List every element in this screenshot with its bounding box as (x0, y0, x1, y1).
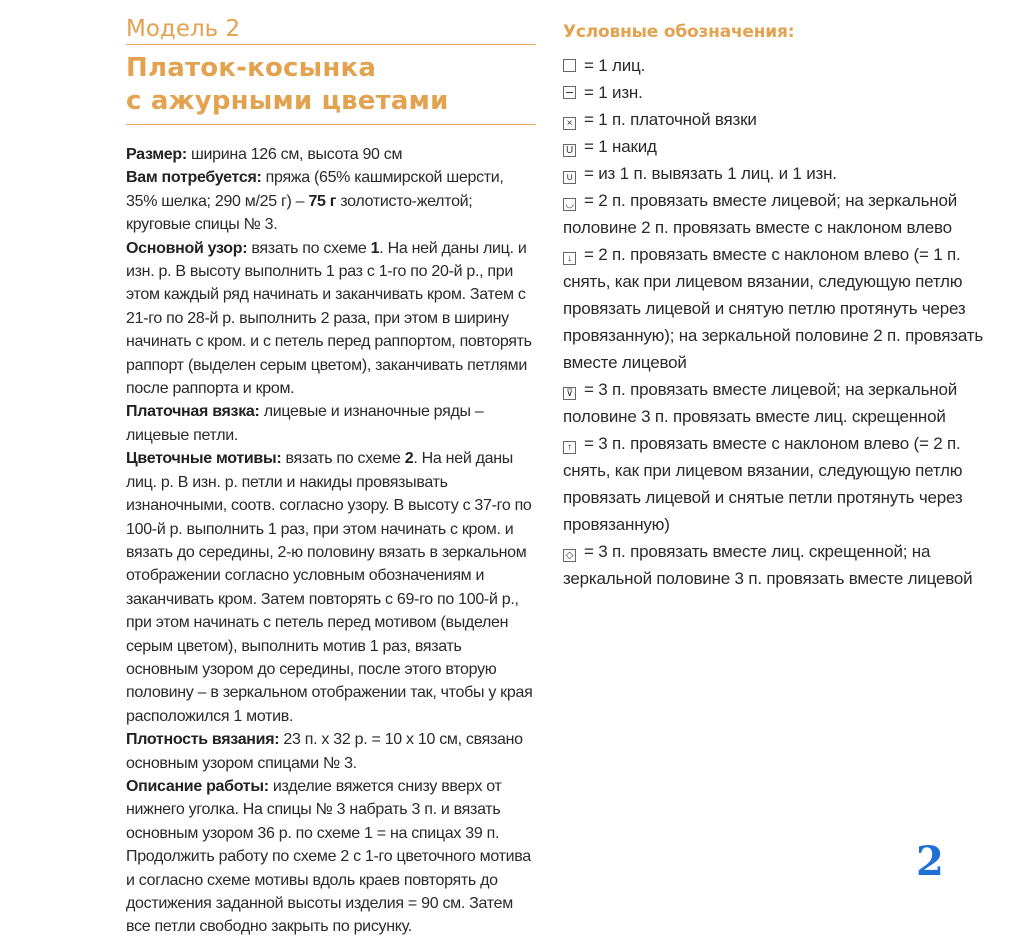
flower-motifs-label: Цветочные мотивы: (126, 450, 282, 468)
increase-symbol-icon: ∪ (563, 171, 576, 184)
materials-text-2: золотисто-желтой; круговые спицы № 3. (126, 192, 473, 234)
left-column (126, 14, 536, 939)
flower-motifs-paragraph (126, 447, 536, 728)
gauge-text: 23 п. х 32 р. = 10 х 10 см, связано основным узором спицами № 3. (126, 731, 523, 772)
yarn-over-symbol-icon: U (563, 144, 576, 157)
k3tog-tbl-symbol-icon: ◇ (563, 549, 576, 562)
title-line-1: Платок-косынка (126, 53, 377, 83)
k2tog-symbol-icon: ◡ (563, 198, 576, 211)
purl-symbol-icon (563, 86, 576, 99)
legend-text: = 1 лиц. (584, 56, 646, 75)
garter-stitch-paragraph (126, 400, 536, 447)
legend-text: = 3 п. провязать вместе лиц. скрещенной; на зеркальной половине 3 п. провязать вместе лицевой (563, 542, 973, 588)
flower-motifs-text-2: . На ней даны лиц. р. В изн. р. петли и накиды провязывать изнаночными, соотв. согласно узору. В высоту с 37-го по 100-й р. выполнить 1 раз, при этом начинать с кром. и вязать до середины, 2-ю половину вязать в зеркальном отображении согласно условным обозначениям и заканчивать кром. Затем повторять с 69-го по 100-й р., при этом начинать с петель перед мотивом (выделен серым цветом), выполнить мотив 1 раз, вязать основным узором до середины, после этого вторую половину – в зеркальном отображении так, чтобы у края расположился 1 мотив. (126, 450, 533, 725)
materials-label: Вам потребуется: (126, 169, 262, 187)
size-text: ширина 126 см, высота 90 см (186, 146, 403, 163)
title-line-2: с ажурными цветами (126, 86, 449, 116)
gauge-label: Плотность вязания: (126, 731, 280, 749)
main-pattern-scheme-number: 1 (370, 239, 380, 257)
legend-item (563, 376, 983, 430)
legend-text: = 2 п. провязать вместе с наклоном влево (= 1 п. снять, как при лицевом вязании, следующую петлю провязать лицевой и снятую петлю протянуть через провязанную); на зеркальной половине 2 п. провязать вместе лицевой (563, 245, 983, 372)
work-description-label: Описание работы: (126, 777, 269, 795)
k3tog-symbol-icon: ⊽ (563, 387, 576, 400)
legend-text: = 3 п. провязать вместе лицевой; на зеркальной половине 3 п. провязать вместе лиц. скрещенной (563, 380, 958, 426)
flower-motifs-text-1: вязать по схеме (281, 450, 405, 468)
flower-motifs-scheme-number: 2 (404, 450, 414, 468)
gauge-paragraph (126, 728, 536, 775)
work-description-text: изделие вяжется снизу вверх от нижнего уголка. На спицы № 3 набрать 3 п. и вязать основным узором 36 р. по схеме 1 = на спицах 39 п. Продолжить работу по схеме 2 с 1-го цветочного мотива и согласно схеме мотивы вдоль краев повторять до достижения заданной высоты изделия = 90 см. Затем все петли свободно закрыть по рисунку. (126, 777, 531, 936)
main-pattern-text-2: . На ней даны лиц. и изн. р. В высоту выполнить 1 раз с 1-го по 20-й р., при этом каждый ряд начинать и заканчивать кром. Затем с 21-го по 28-й р. выполнить 2 раза, при этом в ширину начинать с кром. и с петель перед раппортом, повторять раппорт (выделен серым цветом), заканчивать петлями после раппорта и кром. (126, 239, 532, 398)
legend-item (563, 79, 983, 106)
instructions (126, 143, 536, 939)
legend-text: = из 1 п. вывязать 1 лиц. и 1 изн. (584, 164, 837, 183)
legend-item (563, 52, 983, 79)
size-label: Размер: (126, 146, 187, 163)
materials-paragraph (126, 166, 536, 236)
legend-item (563, 538, 983, 592)
work-description-paragraph (126, 775, 536, 939)
legend-item (563, 106, 983, 133)
size-paragraph (126, 143, 536, 166)
legend-item (563, 133, 983, 160)
main-pattern-label: Основной узор: (126, 239, 248, 257)
garter-symbol-icon: × (563, 117, 576, 130)
legend-list (563, 52, 983, 592)
model-label: Модель 2 (126, 14, 536, 45)
main-pattern-text-1: вязать по схеме (247, 239, 371, 257)
legend-item (563, 160, 983, 187)
legend-item (563, 187, 983, 241)
legend-text: = 3 п. провязать вместе с наклоном влево (= 2 п. снять, как при лицевом вязании, следующую петлю провязать лицевой и снятые петли протянуть через провязанную) (563, 434, 963, 534)
garter-stitch-text: лицевые и изнаночные ряды – лицевые петли. (126, 403, 484, 444)
ssk-symbol-icon: ↓ (563, 252, 576, 265)
materials-text-1: пряжа (65% кашмирской шерсти, 35% шелка; 290 м/25 г) – (126, 169, 504, 210)
legend-item (563, 241, 983, 376)
page-number: 2 (916, 838, 944, 885)
legend-text: = 1 п. платочной вязки (584, 110, 757, 129)
materials-amount: 75 г (308, 192, 337, 210)
legend-text: = 1 накид (584, 137, 657, 156)
main-pattern-paragraph (126, 237, 536, 401)
page-title (126, 52, 536, 125)
legend-text: = 1 изн. (584, 83, 643, 102)
right-column (563, 22, 983, 592)
legend-title: Условные обозначения: (563, 22, 795, 42)
legend-text: = 2 п. провязать вместе лицевой; на зеркальной половине 2 п. провязать вместе с наклоном влево (563, 191, 958, 237)
garter-stitch-label: Платочная вязка: (126, 403, 260, 421)
knit-symbol-icon (563, 59, 576, 72)
legend-item (563, 430, 983, 538)
sk2p-symbol-icon: ↑ (563, 441, 576, 454)
